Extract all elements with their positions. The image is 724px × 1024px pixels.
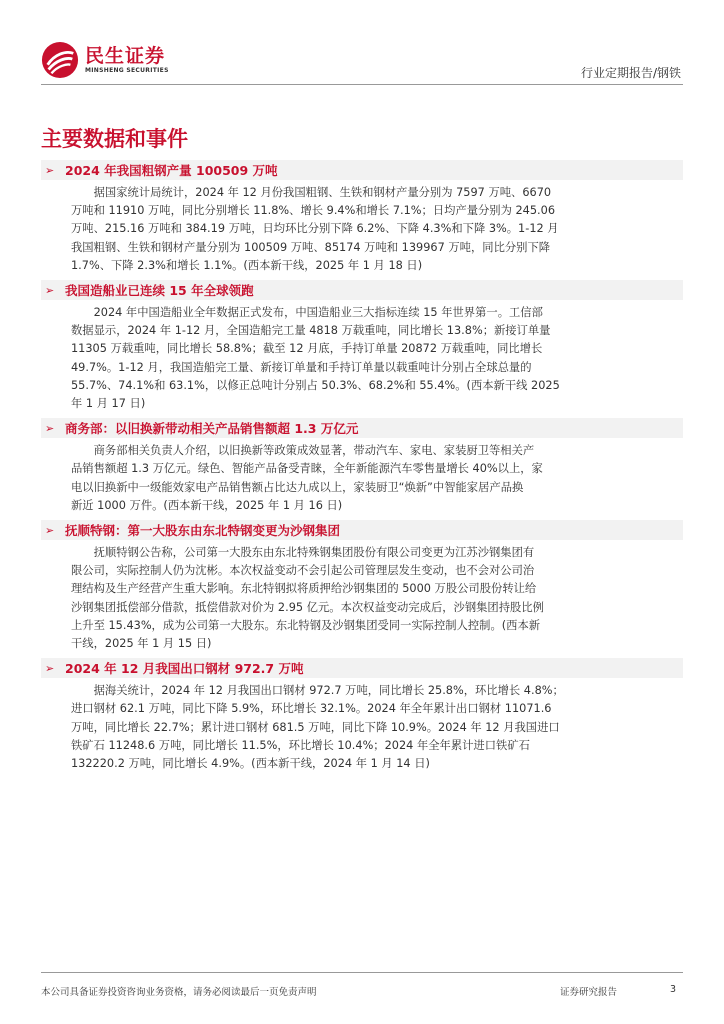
news-item bbox=[41, 520, 683, 653]
news-heading bbox=[41, 520, 683, 540]
footer-doc-type: 证券研究报告 bbox=[559, 987, 617, 998]
news-heading-text: 2024 年 12 月我国出口钢材 972.7 万吨 bbox=[65, 661, 304, 677]
news-heading bbox=[41, 160, 683, 180]
header-divider bbox=[41, 84, 683, 85]
news-item bbox=[41, 658, 683, 773]
news-paragraph: 据国家统计局统计，2024 年 12 月份我国粗钢、生铁和钢材产量分别为 7597 万吨、6670 万吨和 11910 万吨，同比分别增长 11.8%、增长 9.4%和增长 7.1%；日均产量分别为 245.06 万吨、215.16 万吨和 384.19 万吨，日均环比分别下降 6.2%、下降 4.3%和下降 3%。1-12 月 我国粗钢、生铁和钢材产量分别为 100509 万吨、85174 万吨和 139967 万吨，同比分别下降 1.7%、下降 2.3%和增长 1.1%。(西本新干线，2025 年 1 月 18 日) bbox=[71, 186, 559, 272]
news-paragraph: 商务部相关负责人介绍，以旧换新等政策成效显著，带动汽车、家电、家装厨卫等相关产 品销售额超 1.3 万亿元。绿色、智能产品备受青睐，全年新能源汽车零售量增长 40%以上，家 电以旧换新中一级能效家电产品销售额占比达九成以上，家装厨卫“焕新”中智能家居产品换 新近 1000 万件。(西本新干线，2025 年 1 月 16 日) bbox=[71, 444, 543, 512]
arrow-bullet-icon: ➢ bbox=[45, 421, 55, 435]
news-heading-text: 我国造船业已连续 15 年全球领跑 bbox=[65, 283, 254, 299]
section-title: 主要数据和事件 bbox=[41, 127, 188, 151]
news-item bbox=[41, 418, 683, 515]
news-paragraph: 据海关统计，2024 年 12 月我国出口钢材 972.7 万吨，同比增长 25.8%，环比增长 4.8%； 进口钢材 62.1 万吨，同比下降 5.9%，环比增长 32.1%。2024 年全年累计出口钢材 11071.6 万吨，同比增长 22.7%；累计进口钢材 681.5 万吨，同比下降 10.9%。2024 年 12 月我国进口 铁矿石 11248.6 万吨，同比增长 11.5%，环比增长 10.4%；2024 年全年累计进口铁矿石 132220.2 万吨，同比增长 4.9%。(西本新干线，2024 年 1 月 14 日) bbox=[71, 684, 564, 771]
arrow-bullet-icon: ➢ bbox=[45, 523, 55, 537]
news-heading bbox=[41, 280, 683, 300]
page-number: 3 bbox=[669, 984, 676, 995]
logo-chinese-name: 民生证券 bbox=[85, 45, 166, 67]
footer-divider bbox=[41, 972, 683, 973]
news-heading-text: 抚顺特钢：第一大股东由东北特钢变更为沙钢集团 bbox=[65, 523, 341, 539]
footer-disclaimer: 本公司具备证券投资咨询业务资格，请务必阅读最后一页免责声明 bbox=[41, 987, 317, 998]
report-category: 行业定期报告/钢铁 bbox=[580, 66, 681, 80]
news-item bbox=[41, 160, 683, 275]
arrow-bullet-icon: ➢ bbox=[45, 661, 55, 675]
news-heading bbox=[41, 658, 683, 678]
news-heading-text: 商务部：以旧换新带动相关产品销售额超 1.3 万亿元 bbox=[65, 421, 359, 437]
minsheng-logo-icon bbox=[41, 41, 79, 79]
logo-english-name: MINSHENG SECURITIES bbox=[85, 67, 169, 74]
company-logo bbox=[41, 41, 169, 79]
news-paragraph: 抚顺特钢公告称，公司第一大股东由东北特殊钢集团股份有限公司变更为江苏沙钢集团有 限公司，实际控制人仍为沈彬。本次权益变动不会引起公司管理层发生变动，也不会对公司治 理结构及生产经营产生重大影响。东北特钢拟将质押给沙钢集团的 5000 万股公司股份转让给 沙钢集团抵偿部分借款，抵偿借款对价为 2.95 亿元。本次权益变动完成后，沙钢集团持股比例 上升至 15.43%，成为公司第一大股东。东北特钢及沙钢集团受同一实际控制人控制。(西本新 干线，2025 年 1 月 15 日) bbox=[71, 546, 544, 651]
news-heading-text: 2024 年我国粗钢产量 100509 万吨 bbox=[65, 163, 278, 178]
news-list bbox=[41, 160, 683, 778]
news-item bbox=[41, 280, 683, 413]
arrow-bullet-icon: ➢ bbox=[45, 283, 55, 297]
news-paragraph: 2024 年中国造船业全年数据正式发布，中国造船业三大指标连续 15 年世界第一。工信部 数据显示，2024 年 1-12 月，全国造船完工量 4818 万载重吨，同比增长 13.8%；新接订单量 11305 万载重吨，同比增长 58.8%；截至 12 月底，手持订单量 20872 万载重吨，同比增长 49.7%。1-12 月，我国造船完工量、新接订单量和手持订单量以载重吨计分别占全球总量的 55.7%、74.1%和 63.1%，以修正总吨计分别占 50.3%、68.2%和 55.4%。(西本新干线 2025 年 1 月 17 日) bbox=[71, 306, 560, 411]
arrow-bullet-icon: ➢ bbox=[45, 163, 55, 177]
news-heading bbox=[41, 418, 683, 438]
